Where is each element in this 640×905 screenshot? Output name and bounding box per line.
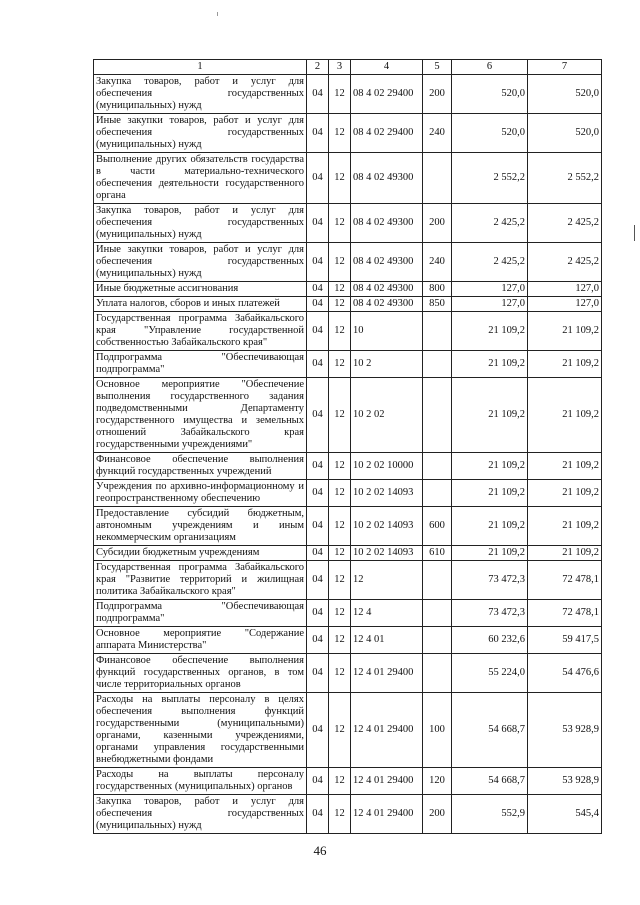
subsection-cell: 12 bbox=[329, 480, 351, 507]
target-article-cell: 10 2 02 bbox=[351, 378, 423, 453]
target-article-cell: 08 4 02 29400 bbox=[351, 114, 423, 153]
subsection-cell: 12 bbox=[329, 282, 351, 297]
amount-year1-cell: 21 109,2 bbox=[452, 453, 528, 480]
name-cell: Основное мероприятие "Обеспечение выполнения государственного задания подведомственными Департаменту государственного имущества и земельных отношений Забайкальского края государственными учреждениями" bbox=[94, 378, 307, 453]
amount-year2-cell: 21 109,2 bbox=[528, 312, 602, 351]
table-row bbox=[94, 351, 602, 378]
amount-year1-cell: 21 109,2 bbox=[452, 546, 528, 561]
amount-year1-cell: 60 232,6 bbox=[452, 627, 528, 654]
amount-year1-cell: 55 224,0 bbox=[452, 654, 528, 693]
target-article-cell: 08 4 02 49300 bbox=[351, 297, 423, 312]
expense-type-cell: 120 bbox=[423, 768, 452, 795]
name-cell: Закупка товаров, работ и услуг для обеспечения государственных (муниципальных) нужд bbox=[94, 204, 307, 243]
name-cell: Закупка товаров, работ и услуг для обеспечения государственных (муниципальных) нужд bbox=[94, 75, 307, 114]
expense-type-cell: 610 bbox=[423, 546, 452, 561]
amount-year2-cell: 53 928,9 bbox=[528, 693, 602, 768]
name-cell: Закупка товаров, работ и услуг для обеспечения государственных (муниципальных) нужд bbox=[94, 795, 307, 834]
table-body bbox=[94, 75, 602, 834]
amount-year2-cell: 21 109,2 bbox=[528, 546, 602, 561]
amount-year1-cell: 21 109,2 bbox=[452, 378, 528, 453]
name-cell: Государственная программа Забайкальского края "Управление государственной собственностью Забайкальского края" bbox=[94, 312, 307, 351]
section-cell: 04 bbox=[307, 795, 329, 834]
section-cell: 04 bbox=[307, 243, 329, 282]
amount-year1-cell: 2 425,2 bbox=[452, 243, 528, 282]
amount-year1-cell: 552,9 bbox=[452, 795, 528, 834]
name-cell: Иные закупки товаров, работ и услуг для обеспечения государственных (муниципальных) нужд bbox=[94, 114, 307, 153]
name-cell: Финансовое обеспечение выполнения функций государственных органов, в том числе территориальных органов bbox=[94, 654, 307, 693]
target-article-cell: 12 4 01 29400 bbox=[351, 768, 423, 795]
amount-year2-cell: 520,0 bbox=[528, 114, 602, 153]
subsection-cell: 12 bbox=[329, 378, 351, 453]
amount-year2-cell: 2 425,2 bbox=[528, 204, 602, 243]
amount-year2-cell: 2 552,2 bbox=[528, 153, 602, 204]
subsection-cell: 12 bbox=[329, 243, 351, 282]
amount-year2-cell: 520,0 bbox=[528, 75, 602, 114]
subsection-cell: 12 bbox=[329, 627, 351, 654]
section-cell: 04 bbox=[307, 627, 329, 654]
name-cell: Иные закупки товаров, работ и услуг для обеспечения государственных (муниципальных) нужд bbox=[94, 243, 307, 282]
amount-year1-cell: 21 109,2 bbox=[452, 351, 528, 378]
header-cell-5: 5 bbox=[423, 60, 452, 75]
target-article-cell: 12 4 01 29400 bbox=[351, 795, 423, 834]
amount-year2-cell: 2 425,2 bbox=[528, 243, 602, 282]
target-article-cell: 08 4 02 49300 bbox=[351, 153, 423, 204]
amount-year1-cell: 21 109,2 bbox=[452, 480, 528, 507]
subsection-cell: 12 bbox=[329, 204, 351, 243]
header-cell-1: 1 bbox=[94, 60, 307, 75]
expense-type-cell bbox=[423, 351, 452, 378]
section-cell: 04 bbox=[307, 546, 329, 561]
expense-type-cell: 200 bbox=[423, 75, 452, 114]
section-cell: 04 bbox=[307, 75, 329, 114]
subsection-cell: 12 bbox=[329, 795, 351, 834]
name-cell: Подпрограмма "Обеспечивающая подпрограмма" bbox=[94, 351, 307, 378]
expense-type-cell bbox=[423, 561, 452, 600]
table-row bbox=[94, 693, 602, 768]
expense-type-cell: 600 bbox=[423, 507, 452, 546]
name-cell: Расходы на выплаты персоналу в целях обеспечения выполнения функций государственными (муниципальными) органами, казенными учреждениями, органами управления государственными внебюджетными фондами bbox=[94, 693, 307, 768]
section-cell: 04 bbox=[307, 480, 329, 507]
subsection-cell: 12 bbox=[329, 507, 351, 546]
subsection-cell: 12 bbox=[329, 114, 351, 153]
amount-year2-cell: 21 109,2 bbox=[528, 480, 602, 507]
section-cell: 04 bbox=[307, 378, 329, 453]
amount-year2-cell: 54 476,6 bbox=[528, 654, 602, 693]
expense-type-cell bbox=[423, 480, 452, 507]
header-row bbox=[94, 60, 602, 75]
amount-year2-cell: 21 109,2 bbox=[528, 507, 602, 546]
table-row bbox=[94, 546, 602, 561]
name-cell: Учреждения по архивно-информационному и геопространственному обеспечению bbox=[94, 480, 307, 507]
expense-type-cell: 800 bbox=[423, 282, 452, 297]
amount-year1-cell: 73 472,3 bbox=[452, 561, 528, 600]
subsection-cell: 12 bbox=[329, 312, 351, 351]
table-row bbox=[94, 507, 602, 546]
subsection-cell: 12 bbox=[329, 654, 351, 693]
subsection-cell: 12 bbox=[329, 768, 351, 795]
name-cell: Предоставление субсидий бюджетным, автономным учреждениям и иным некоммерческим организациям bbox=[94, 507, 307, 546]
subsection-cell: 12 bbox=[329, 75, 351, 114]
table-row bbox=[94, 654, 602, 693]
table-row bbox=[94, 480, 602, 507]
target-article-cell: 10 bbox=[351, 312, 423, 351]
expense-type-cell: 240 bbox=[423, 243, 452, 282]
amount-year1-cell: 54 668,7 bbox=[452, 768, 528, 795]
name-cell: Финансовое обеспечение выполнения функций государственных учреждений bbox=[94, 453, 307, 480]
section-cell: 04 bbox=[307, 153, 329, 204]
amount-year2-cell: 21 109,2 bbox=[528, 378, 602, 453]
amount-year1-cell: 127,0 bbox=[452, 282, 528, 297]
header-cell-4: 4 bbox=[351, 60, 423, 75]
target-article-cell: 10 2 bbox=[351, 351, 423, 378]
table-row bbox=[94, 282, 602, 297]
table-row bbox=[94, 312, 602, 351]
expense-type-cell: 200 bbox=[423, 204, 452, 243]
name-cell: Иные бюджетные ассигнования bbox=[94, 282, 307, 297]
table-row bbox=[94, 795, 602, 834]
target-article-cell: 12 4 01 29400 bbox=[351, 654, 423, 693]
target-article-cell: 10 2 02 14093 bbox=[351, 546, 423, 561]
name-cell: Государственная программа Забайкальского края "Развитие территорий и жилищная политика Забайкальского края" bbox=[94, 561, 307, 600]
target-article-cell: 10 2 02 14093 bbox=[351, 507, 423, 546]
amount-year2-cell: 21 109,2 bbox=[528, 351, 602, 378]
name-cell: Уплата налогов, сборов и иных платежей bbox=[94, 297, 307, 312]
amount-year1-cell: 73 472,3 bbox=[452, 600, 528, 627]
table-row bbox=[94, 600, 602, 627]
table-row bbox=[94, 627, 602, 654]
subsection-cell: 12 bbox=[329, 600, 351, 627]
table-row bbox=[94, 297, 602, 312]
expense-type-cell: 200 bbox=[423, 795, 452, 834]
section-cell: 04 bbox=[307, 204, 329, 243]
table-row bbox=[94, 561, 602, 600]
section-cell: 04 bbox=[307, 297, 329, 312]
scan-tick-mark bbox=[217, 12, 218, 16]
section-cell: 04 bbox=[307, 453, 329, 480]
amount-year1-cell: 21 109,2 bbox=[452, 507, 528, 546]
expense-type-cell bbox=[423, 453, 452, 480]
expense-type-cell bbox=[423, 312, 452, 351]
subsection-cell: 12 bbox=[329, 153, 351, 204]
table-row bbox=[94, 114, 602, 153]
table-row bbox=[94, 453, 602, 480]
subsection-cell: 12 bbox=[329, 693, 351, 768]
table-row bbox=[94, 768, 602, 795]
section-cell: 04 bbox=[307, 312, 329, 351]
amount-year2-cell: 545,4 bbox=[528, 795, 602, 834]
header-cell-3: 3 bbox=[329, 60, 351, 75]
amount-year1-cell: 520,0 bbox=[452, 114, 528, 153]
target-article-cell: 08 4 02 49300 bbox=[351, 282, 423, 297]
amount-year1-cell: 2 425,2 bbox=[452, 204, 528, 243]
amount-year2-cell: 72 478,1 bbox=[528, 600, 602, 627]
table-row bbox=[94, 378, 602, 453]
expense-type-cell bbox=[423, 153, 452, 204]
amount-year2-cell: 21 109,2 bbox=[528, 453, 602, 480]
expense-type-cell: 240 bbox=[423, 114, 452, 153]
header-cell-7: 7 bbox=[528, 60, 602, 75]
table-row bbox=[94, 75, 602, 114]
section-cell: 04 bbox=[307, 654, 329, 693]
target-article-cell: 12 4 01 29400 bbox=[351, 693, 423, 768]
target-article-cell: 12 4 bbox=[351, 600, 423, 627]
header-cell-2: 2 bbox=[307, 60, 329, 75]
target-article-cell: 08 4 02 29400 bbox=[351, 75, 423, 114]
section-cell: 04 bbox=[307, 768, 329, 795]
section-cell: 04 bbox=[307, 282, 329, 297]
section-cell: 04 bbox=[307, 114, 329, 153]
amount-year2-cell: 72 478,1 bbox=[528, 561, 602, 600]
table-row bbox=[94, 243, 602, 282]
subsection-cell: 12 bbox=[329, 297, 351, 312]
name-cell: Субсидии бюджетным учреждениям bbox=[94, 546, 307, 561]
expense-type-cell bbox=[423, 600, 452, 627]
name-cell: Расходы на выплаты персоналу государственных (муниципальных) органов bbox=[94, 768, 307, 795]
target-article-cell: 08 4 02 49300 bbox=[351, 204, 423, 243]
amount-year1-cell: 21 109,2 bbox=[452, 312, 528, 351]
section-cell: 04 bbox=[307, 351, 329, 378]
subsection-cell: 12 bbox=[329, 453, 351, 480]
page-number: 46 bbox=[313, 843, 327, 858]
amount-year1-cell: 127,0 bbox=[452, 297, 528, 312]
expense-type-cell bbox=[423, 654, 452, 693]
amount-year2-cell: 127,0 bbox=[528, 282, 602, 297]
amount-year1-cell: 520,0 bbox=[452, 75, 528, 114]
section-cell: 04 bbox=[307, 600, 329, 627]
subsection-cell: 12 bbox=[329, 351, 351, 378]
table-row bbox=[94, 204, 602, 243]
expense-type-cell bbox=[423, 378, 452, 453]
target-article-cell: 12 4 01 bbox=[351, 627, 423, 654]
target-article-cell: 10 2 02 14093 bbox=[351, 480, 423, 507]
budget-table bbox=[93, 59, 602, 834]
amount-year1-cell: 54 668,7 bbox=[452, 693, 528, 768]
section-cell: 04 bbox=[307, 693, 329, 768]
amount-year2-cell: 59 417,5 bbox=[528, 627, 602, 654]
target-article-cell: 10 2 02 10000 bbox=[351, 453, 423, 480]
subsection-cell: 12 bbox=[329, 546, 351, 561]
amount-year2-cell: 53 928,9 bbox=[528, 768, 602, 795]
table-row bbox=[94, 153, 602, 204]
name-cell: Подпрограмма "Обеспечивающая подпрограмма" bbox=[94, 600, 307, 627]
expense-type-cell: 100 bbox=[423, 693, 452, 768]
name-cell: Основное мероприятие "Содержание аппарата Министерства" bbox=[94, 627, 307, 654]
target-article-cell: 12 bbox=[351, 561, 423, 600]
expense-type-cell bbox=[423, 627, 452, 654]
subsection-cell: 12 bbox=[329, 561, 351, 600]
target-article-cell: 08 4 02 49300 bbox=[351, 243, 423, 282]
amount-year1-cell: 2 552,2 bbox=[452, 153, 528, 204]
name-cell: Выполнение других обязательств государства в части материально-технического обеспечения деятельности государственного органа bbox=[94, 153, 307, 204]
section-cell: 04 bbox=[307, 507, 329, 546]
header-cell-6: 6 bbox=[452, 60, 528, 75]
expense-type-cell: 850 bbox=[423, 297, 452, 312]
section-cell: 04 bbox=[307, 561, 329, 600]
amount-year2-cell: 127,0 bbox=[528, 297, 602, 312]
scan-binding-mark bbox=[634, 225, 635, 241]
